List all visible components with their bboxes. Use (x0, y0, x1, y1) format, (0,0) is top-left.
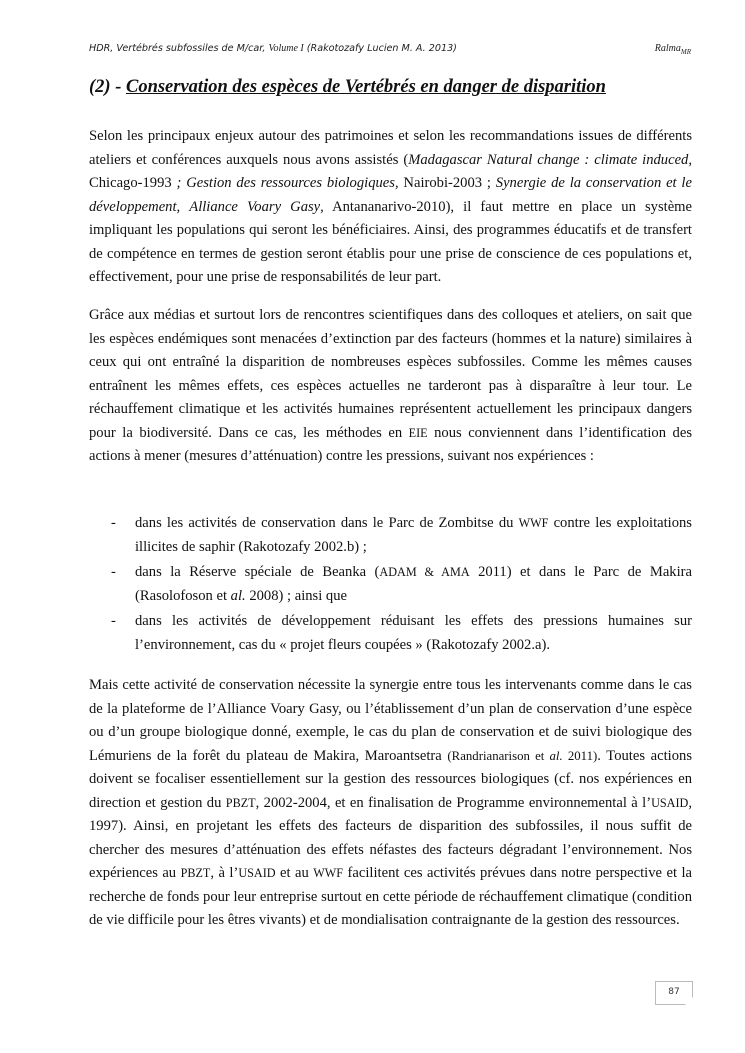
text-run: Nairobi-2003 ; (398, 175, 496, 191)
text-run: dans la Réserve spéciale de Beanka ( (135, 564, 380, 580)
running-header (89, 43, 691, 59)
text-run: et au (275, 865, 314, 881)
text-run: , 2002-2004, et en finalisation de Programme environnemental à l’ (255, 794, 652, 811)
dash-marker: - (111, 613, 116, 629)
acronym: EIE (408, 425, 428, 440)
acronym: PBZT (225, 795, 256, 810)
text-run: facilitent ces activités prévues dans notre perspective et la recherche de fonds pour leur entreprise surtout en cette période de réchauffement climatique (condition de vie difficile pour les êtres vivants) et de mondialisation contraignante de la gestion des ressources. (89, 865, 692, 928)
section-number: (2) - (89, 77, 126, 97)
text-run: , (176, 198, 190, 215)
text-run: , 1997). Ainsi, en projetant les effets des facteurs de disparition des subfossiles, il nous suffit de chercher des mesures d’atténuation des effets néfastes des facteurs dégradant l’environnement. Nos expériences au (89, 794, 692, 881)
text-run-italic: Madagascar Natural change : climate induced, (408, 151, 692, 168)
text-run-italic: ; Gestion des ressources biologiques, (176, 175, 399, 191)
text-run: Selon les principaux enjeux autour des patrimoines et selon les recommandations issues de différents ateliers et conférences auxquels nous avons assistés ( (89, 128, 692, 168)
citation-run: (Randrianarison et (447, 748, 550, 763)
header-volume: Volume I (268, 43, 304, 54)
list-item (89, 512, 692, 559)
paragraph-2 (89, 304, 692, 469)
header-signature (655, 43, 691, 56)
citation-run: 2011) (562, 748, 598, 763)
dash-marker: - (111, 515, 116, 531)
text-run: . Toutes actions doivent se focaliser essentiellement sur la gestion des ressources biologiques (cf. nos expériences en direction et gestion du (89, 747, 692, 811)
text-run: dans les activités de conservation dans le Parc de Zombitse du (135, 515, 519, 531)
paragraph-1 (89, 125, 692, 290)
text-run: Mais cette activité de conservation nécessite la synergie entre tous les intervenants comme dans le cas de la plateforme de l’Alliance Voary Gasy, ou l’établissement d’un plan de conservation d’une espèce ou d’un groupe biologique donné, exemple, le cas du plan de conservation et de suivi biologique des Lémuriens de la forêt du plateau de Makira, Maroantsetra (89, 677, 692, 764)
text-run: nous conviennent dans l’identification des actions à mener (mesures d’atténuation) contre les pressions, suivant nos expériences : (89, 424, 692, 464)
text-run: , à l’ (210, 865, 239, 881)
header-title: HDR, Vertébrés subfossiles de M/car, (89, 43, 266, 54)
text-run: Chicago-1993 (89, 175, 177, 191)
citation-run-italic: al. (549, 748, 563, 763)
text-run-italic: al. (230, 587, 246, 604)
acronym: WWF (313, 866, 344, 880)
acronym: ADAM & AMA (379, 565, 470, 579)
acronym: WWF (518, 516, 549, 530)
header-signature-text: Ralma (654, 43, 681, 54)
section-title (89, 77, 606, 98)
header-citation (89, 43, 457, 54)
section-title-text: Conservation des espèces de Vertébrés en danger de disparition (125, 77, 606, 97)
text-run-italic: Alliance Voary Gasy (189, 198, 321, 215)
text-run: 2011) et dans le Parc de Makira (Rasolofoson et (135, 564, 692, 604)
acronym: USAID (651, 795, 689, 810)
header-signature-sub: MR (680, 48, 691, 56)
dash-marker: - (111, 564, 116, 580)
text-run: contre les exploitations illicites de saphir (Rakotozafy 2002.b) ; (135, 515, 692, 555)
header-author: (Rakotozafy Lucien M. A. 2013) (306, 43, 457, 54)
bullet-list (89, 512, 692, 659)
acronym: PBZT (180, 866, 211, 880)
page-number: 87 (655, 981, 693, 1005)
text-run: , Antananarivo-2010), il faut mettre en place un système impliquant les populations qui seront les bénéficiaires. Ainsi, des programmes éducatifs et de transfert de compétence en termes de gestion seront établis pour une prise de conscience de ces populations et, effectivement, pour une prise de responsabilités de leur part. (89, 198, 692, 285)
list-item (89, 610, 692, 657)
paragraph-3 (89, 674, 692, 933)
text-run: dans les activités de développement réduisant les effets des pressions humaines sur l’environnement, cas du « projet fleurs coupées » (Rakotozafy 2002.a). (135, 613, 692, 653)
text-run-italic: Synergie de la conservation et le développement (89, 175, 692, 215)
list-item (89, 561, 692, 608)
text-run: Grâce aux médias et surtout lors de rencontres scientifiques dans des colloques et ateliers, on sait que les espèces endémiques sont menacées d’extinction par des facteurs (hommes et la nature) similaires à ceux qui ont entraîné la disparition de nombreuses espèces subfossiles. Comme les mêmes causes entraînent les mêmes effets, ces espèces actuelles ne tarderont pas à disparaître à leur tour. Le réchauffement climatique et les activités humaines représentent actuellement les principaux dangers pour la biodiversité. Dans ce cas, les méthodes en (89, 307, 692, 441)
acronym: USAID (238, 866, 276, 880)
text-run: 2008) ; ainsi que (245, 587, 348, 604)
